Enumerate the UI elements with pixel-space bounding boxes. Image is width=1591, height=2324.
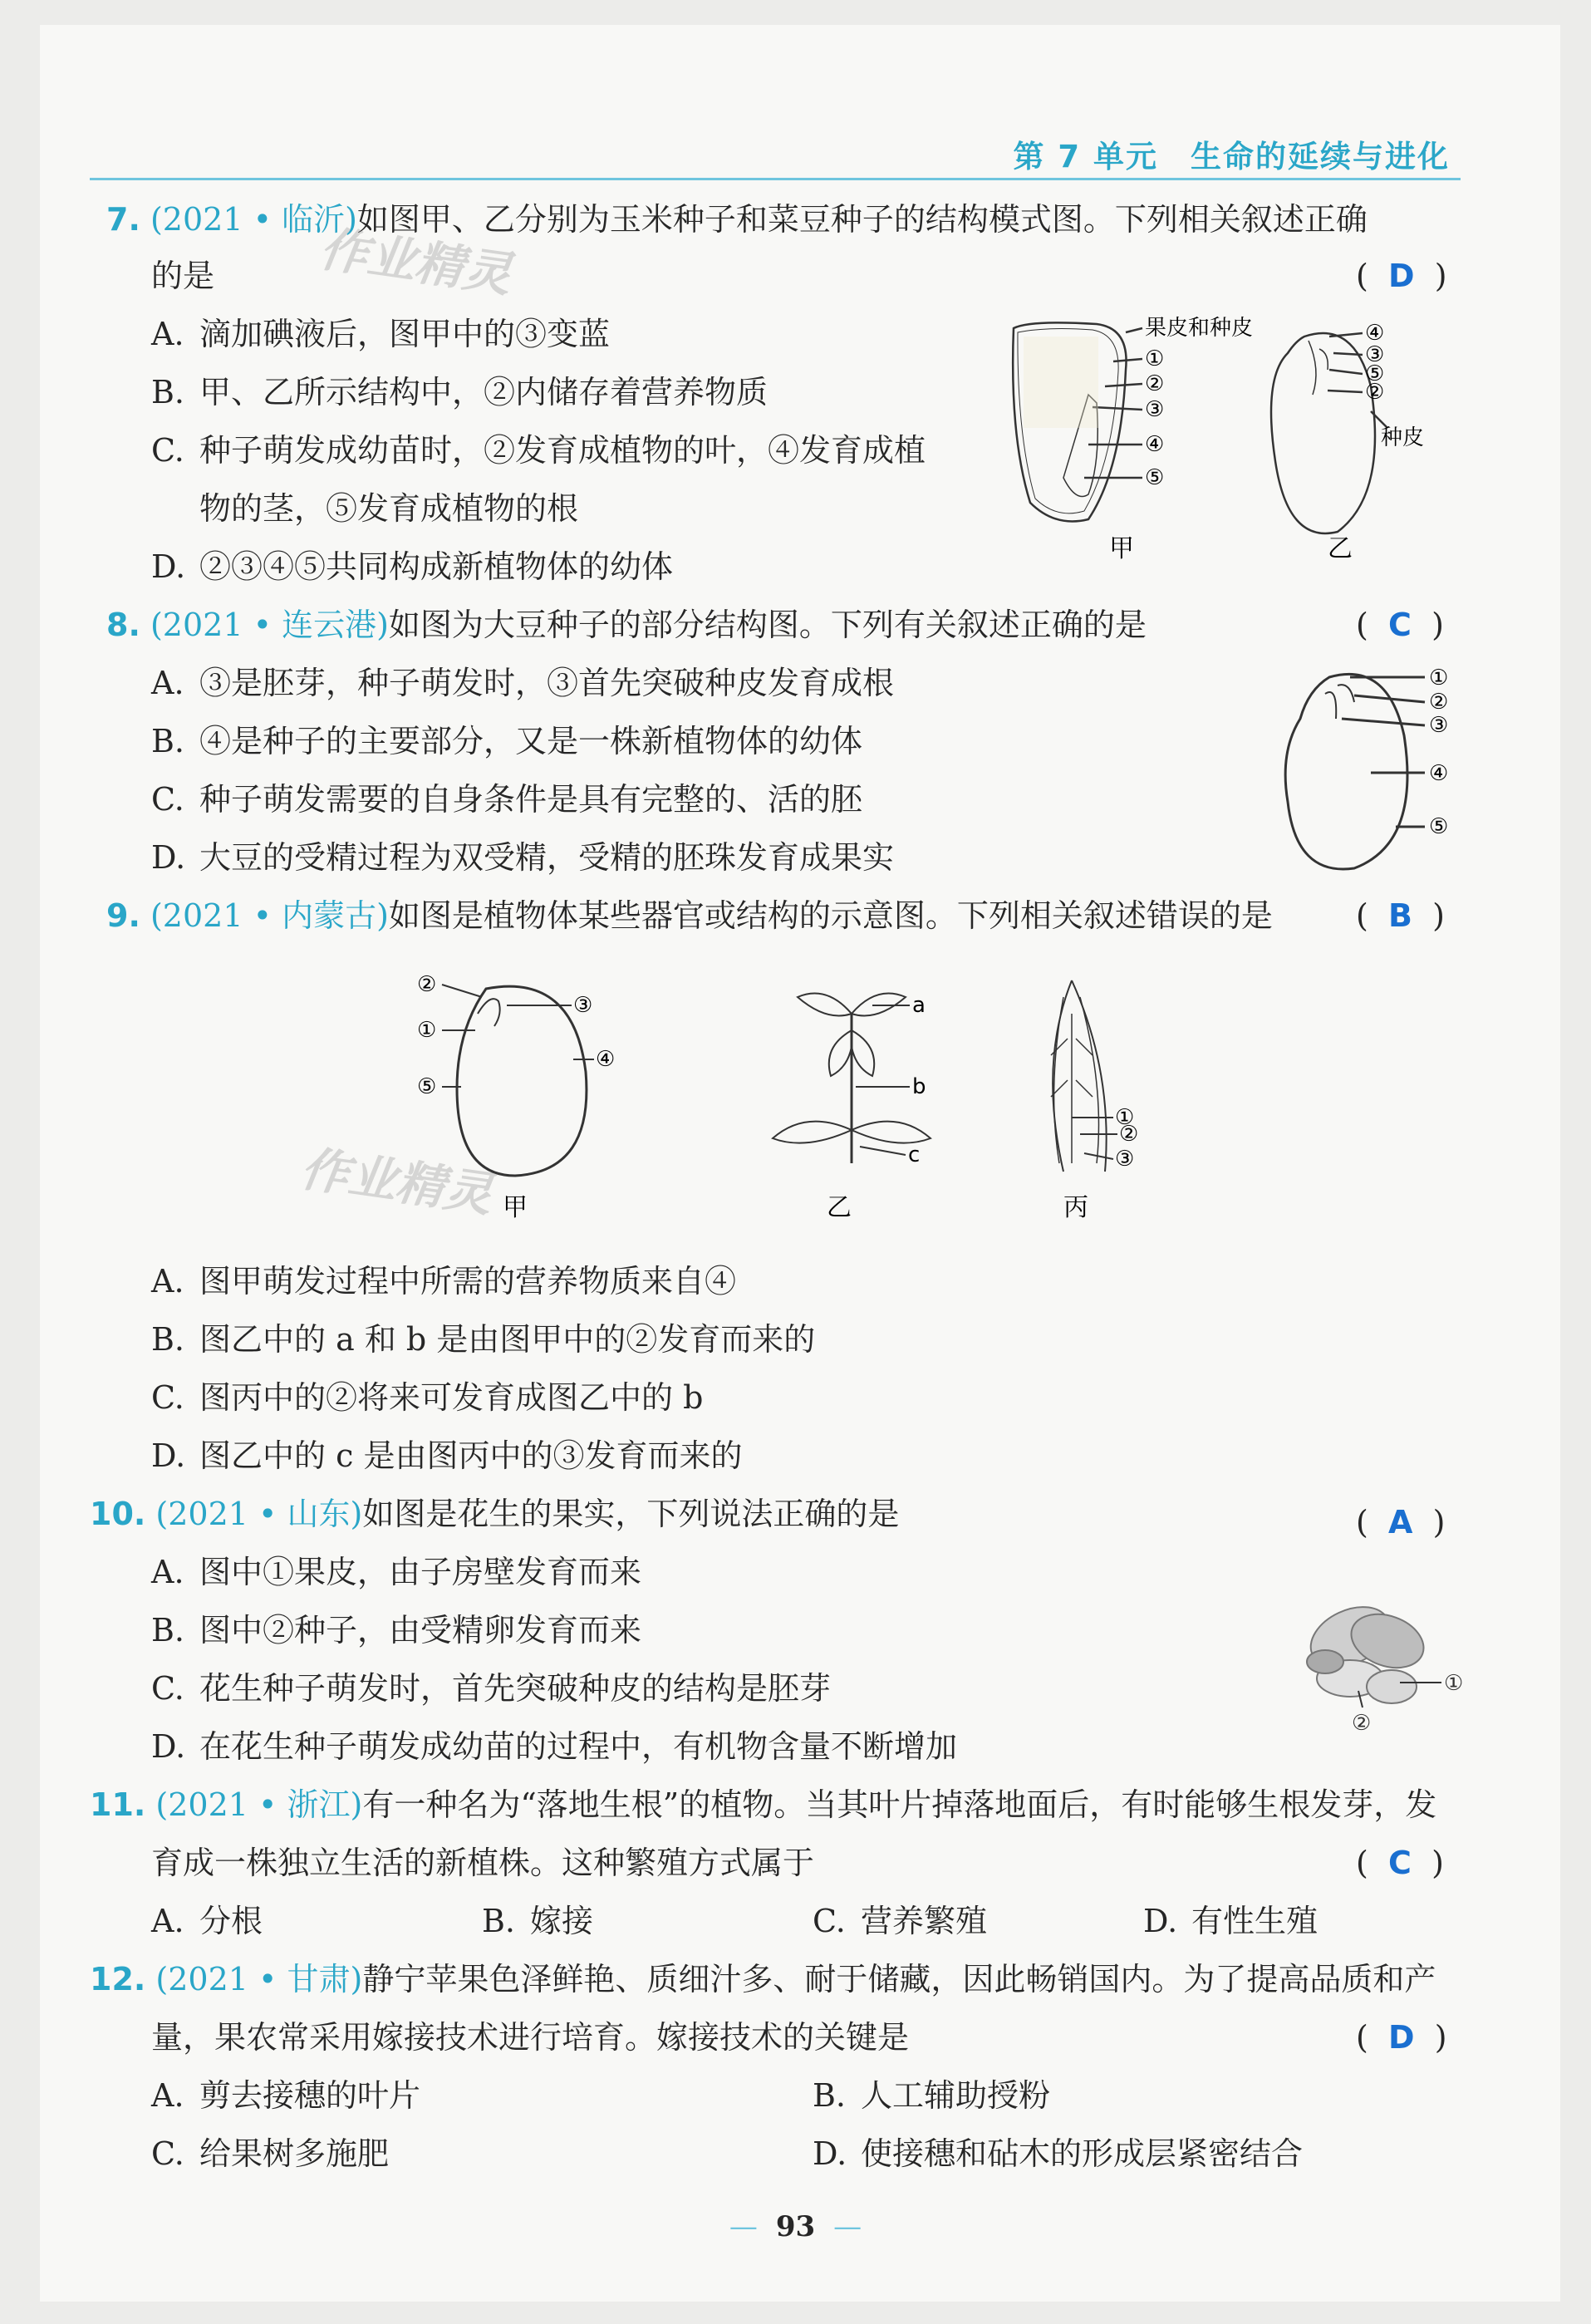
option-d: D. 图乙中的 c 是由图丙中的③发育而来的 <box>151 1437 743 1474</box>
option-b: B. 图乙中的 a 和 b 是由图甲中的②发育而来的 <box>151 1321 816 1358</box>
callout-label: ③ <box>1115 1147 1135 1172</box>
question-number: 7. <box>106 201 140 238</box>
option-c: C. 种子萌发需要的自身条件是具有完整的、活的胚 <box>151 781 863 818</box>
option-c: C. 花生种子萌发时，首先突破种皮的结构是胚芽 <box>151 1670 832 1707</box>
question-8-stem: 8. (2021 • 连云港)如图为大豆种子的部分结构图。下列有关叙述正确的是 <box>106 607 1147 643</box>
callout-label: ② <box>1365 380 1385 405</box>
answer-11: ( C ) <box>1356 1845 1444 1881</box>
q10-peanut-photo <box>1292 1591 1471 1741</box>
figure-label-jia: 甲 <box>503 1193 528 1222</box>
callout-label: ① <box>1429 666 1449 690</box>
unit-header-title: 第 7 单元 生命的延续与进化 <box>1013 139 1450 174</box>
question-11-stem: 11. (2021 • 浙江)有一种名为“落地生根”的植物。当其叶片掉落地面后，有时能够生根发芽，发 <box>90 1786 1437 1823</box>
question-12-stem: 12. (2021 • 甘肃)静宁苹果色泽鲜艳、质细汁多、耐于储藏，因此畅销国内。为了提高品质和产 <box>90 1961 1436 1997</box>
question-text: 如图甲、乙分别为玉米种子和菜豆种子的结构模式图。下列相关叙述正确 <box>356 201 1368 238</box>
figure-label-yi: 乙 <box>827 1193 852 1222</box>
callout-label: ② <box>1145 371 1165 396</box>
answer-7: ( D ) <box>1356 258 1447 294</box>
callout-label: ③ <box>1145 397 1165 422</box>
callout-label: ⑤ <box>1365 361 1385 386</box>
figure-label-yi: 乙 <box>1328 534 1353 563</box>
question-7-stem <box>106 199 1368 239</box>
question-7-stem-cont: 的是 <box>151 258 215 294</box>
callout-label: ② <box>417 972 437 997</box>
callout-label: ③ <box>1365 342 1385 367</box>
option-b: B. 人工辅助授粉 <box>813 2077 1051 2114</box>
option-d: D. 大豆的受精过程为双受精，受精的胚珠发育成果实 <box>151 839 895 876</box>
question-source: (2021 • 临沂) <box>150 201 357 238</box>
answer-12: ( D ) <box>1356 2019 1447 2056</box>
answer-10: ( A ) <box>1356 1504 1446 1540</box>
q8-soybean-figure <box>1271 661 1471 885</box>
option-d: D. 在花生种子萌发成幼苗的过程中，有机物含量不断增加 <box>151 1728 958 1765</box>
answer-8: ( C ) <box>1356 607 1444 643</box>
callout-label: ① <box>1444 1671 1464 1696</box>
figure-label-bing: 丙 <box>1063 1193 1088 1222</box>
callout-label: ④ <box>1145 432 1165 457</box>
watermark: 作业精灵 <box>316 220 515 303</box>
callout-label: ② <box>1119 1122 1139 1147</box>
callout-label: 种皮 <box>1381 425 1425 450</box>
option-a: A. ③是胚芽，种子萌发时，③首先突破种皮发育成根 <box>151 665 895 701</box>
callout-label: ③ <box>1429 713 1449 738</box>
option-c: C. 图丙中的②将来可发育成图乙中的 b <box>151 1379 704 1416</box>
option-a: A. 图甲萌发过程中所需的营养物质来自④ <box>151 1263 737 1300</box>
q9-plant-figures <box>407 964 1255 1230</box>
callout-label: ④ <box>1365 321 1385 346</box>
question-9-stem: 9. (2021 • 内蒙古)如图是植物体某些器官或结构的示意图。下列相关叙述错误的是 <box>106 897 1273 934</box>
option-c-cont: 物的茎，⑤发育成植物的根 <box>199 490 579 527</box>
option-b: B. ④是种子的主要部分，又是一株新植物体的幼体 <box>151 723 863 759</box>
callout-label: ① <box>1145 346 1165 371</box>
option-c: C. 种子萌发成幼苗时，②发育成植物的叶，④发育成植 <box>151 432 926 469</box>
callout-label: ⑤ <box>1429 814 1449 839</box>
option-d: D. ②③④⑤共同构成新植物体的幼体 <box>151 548 674 585</box>
option-a: A. 剪去接穗的叶片 <box>151 2077 421 2114</box>
callout-label: ④ <box>596 1047 616 1072</box>
option-a: A. 图中①果皮，由子房壁发育而来 <box>151 1554 642 1590</box>
answer-letter: D <box>1388 258 1415 294</box>
question-10-stem: 10. (2021 • 山东)如图是花生的果实，下列说法正确的是 <box>90 1496 900 1532</box>
question-12-stem-cont: 量，果农常采用嫁接技术进行培育。嫁接技术的关键是 <box>151 2019 910 2056</box>
option-b: B. 图中②种子，由受精卵发育而来 <box>151 1612 642 1648</box>
option-a: A. 分根 <box>151 1903 263 1939</box>
callout-label: ④ <box>1429 761 1449 786</box>
callout-label: ① <box>417 1018 437 1043</box>
page-footer: — 93 — <box>729 2210 862 2243</box>
callout-label: ① <box>1115 1105 1135 1130</box>
callout-label: ⑤ <box>417 1074 437 1099</box>
callout-label: ⑤ <box>1145 465 1165 490</box>
option-c: C. 给果树多施肥 <box>151 2135 390 2172</box>
callout-label: ③ <box>573 993 593 1018</box>
callout-label: 果皮和种皮 <box>1145 316 1254 341</box>
callout-label: c <box>908 1142 921 1167</box>
option-d: D. 有性生殖 <box>1143 1903 1318 1939</box>
option-a: A. 滴加碘液后，图甲中的③变蓝 <box>151 316 611 352</box>
question-11-stem-cont: 育成一株独立生活的新植株。这种繁殖方式属于 <box>151 1845 815 1881</box>
page-number: 93 <box>775 2210 816 2243</box>
callout-label: ② <box>1352 1711 1372 1736</box>
callout-label: a <box>912 993 926 1018</box>
q7-seed-figure <box>997 303 1462 569</box>
option-b: B. 甲、乙所示结构中，②内储存着营养物质 <box>151 374 768 410</box>
answer-9: ( B ) <box>1356 897 1445 934</box>
header-rule <box>90 178 1461 180</box>
callout-label: b <box>912 1074 926 1099</box>
option-b: B. 嫁接 <box>482 1903 594 1939</box>
figure-label-jia: 甲 <box>1109 534 1134 563</box>
option-d: D. 使接穗和砧木的形成层紧密结合 <box>813 2135 1304 2172</box>
watermark: 作业精灵 <box>297 1140 496 1223</box>
callout-label: ② <box>1429 690 1449 715</box>
option-c: C. 营养繁殖 <box>813 1903 988 1939</box>
